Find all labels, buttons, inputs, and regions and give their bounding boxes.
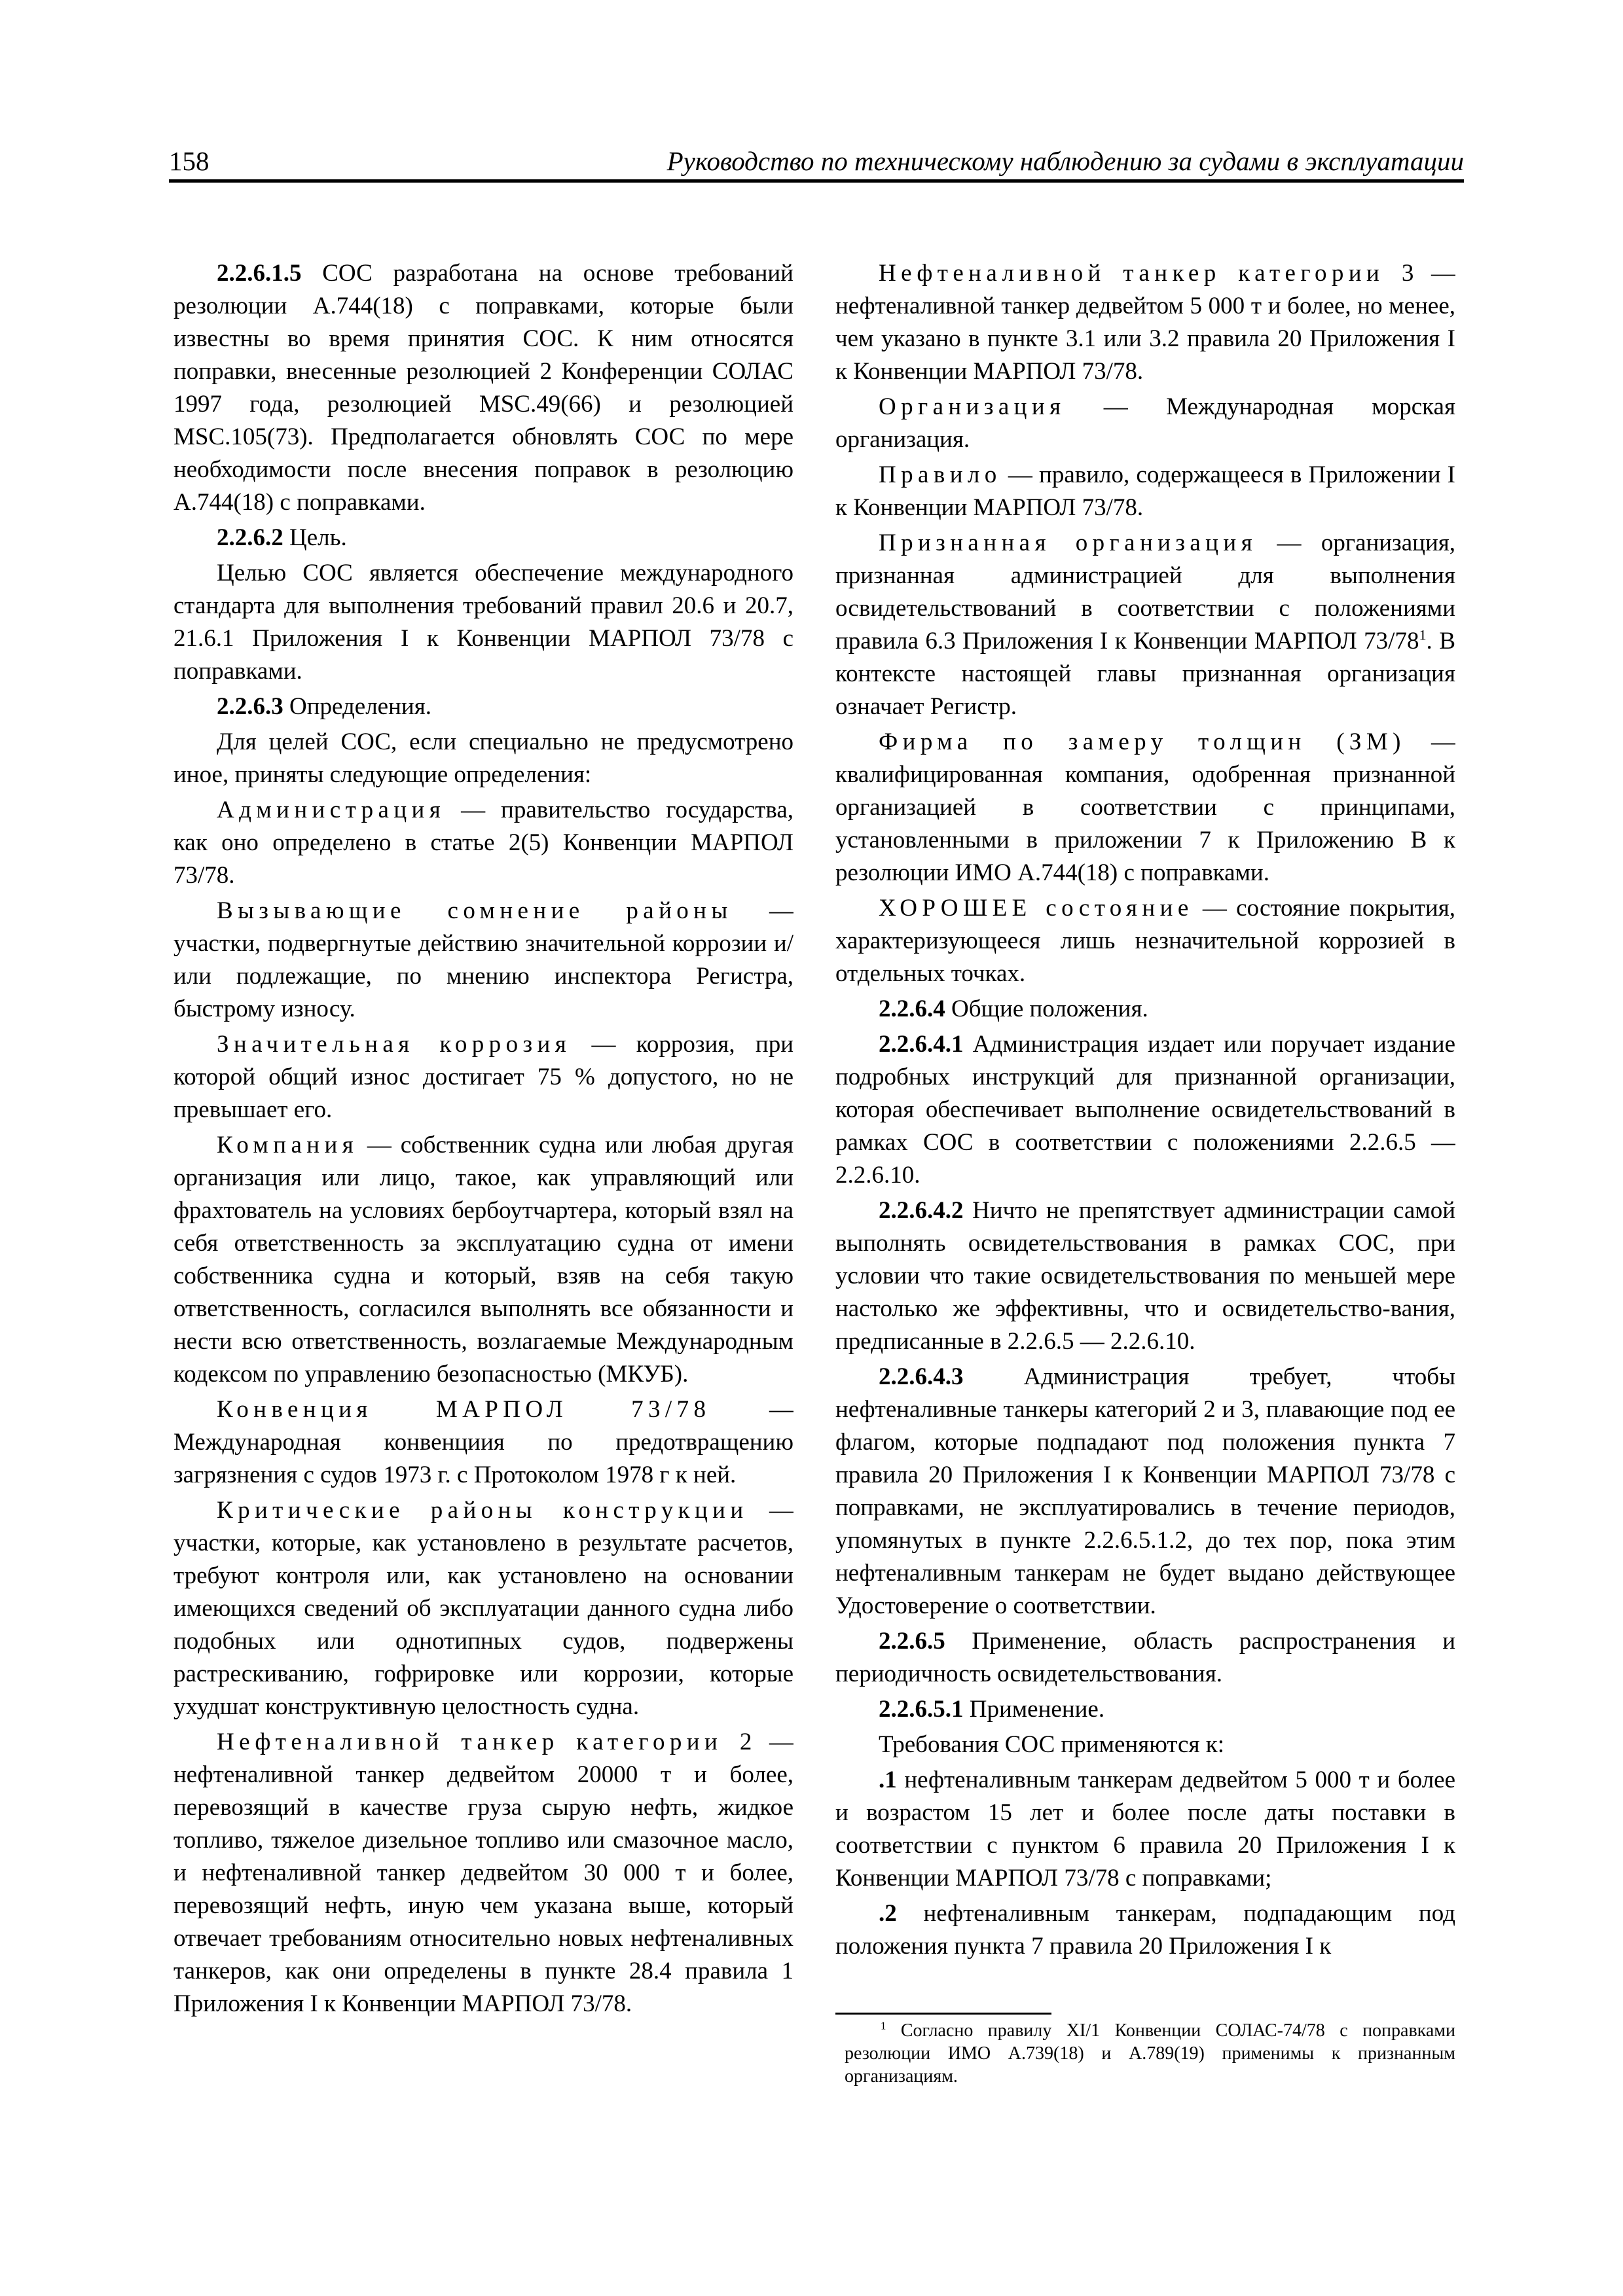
heading-text: Определения.	[283, 693, 431, 720]
definition-term: Администрация	[217, 797, 446, 823]
definition-term: Нефтеналивной танкер категории 2	[217, 1729, 757, 1755]
paragraph-definitions-intro	[173, 726, 793, 791]
section-number: 2.2.6.4	[879, 996, 945, 1022]
definition-text: — участки, которые, как установлено в результате расчетов, требуют контроля или, как установлено на основании имеющихся сведений об эксплуатации данного судна либо подобных или однотипных судов, подвержены растрескиванию, гофрировке или коррозии, которые ухудшат конструктивную целостность судна.	[173, 1497, 793, 1720]
paragraph-text: Целью СОС является обеспечение международного стандарта для выполнения требований правил 20.6 и 20.7, 21.6.1 Приложения I к Конвенции МАРПОЛ 73/78 с поправками.	[173, 560, 793, 685]
footnote-divider	[835, 2013, 1051, 2015]
list-number: .1	[879, 1767, 897, 1793]
definition-term: Организация	[879, 393, 1066, 420]
definition-administration	[173, 794, 793, 892]
list-text: нефтеналивным танкерам дедвейтом 5 000 т и более и возрастом 15 лет и более после даты поставки в соответствии с пунктом 6 правила 20 Приложения I к Конвенции МАРПОЛ 73/78 с поправками;	[835, 1767, 1455, 1892]
section-number: 2.2.6.3	[217, 693, 283, 720]
definition-thickness-firm	[835, 726, 1455, 889]
definition-text-continued: . В контексте настоящей главы признанная организация означает Регистр.	[835, 628, 1455, 720]
definition-term: ХОРОШЕЕ состояние	[879, 895, 1194, 922]
list-number: .2	[879, 1900, 897, 1927]
definition-text: — правило, содержащееся в Приложении I к Конвенции МАРПОЛ 73/78.	[835, 461, 1455, 521]
definition-substantial-corrosion	[173, 1028, 793, 1126]
left-column	[173, 257, 793, 2023]
heading-2-2-6-2	[173, 522, 793, 554]
section-number: 2.2.6.5	[879, 1628, 945, 1655]
section-number: 2.2.6.2	[217, 524, 283, 551]
definition-term: Признанная организация	[879, 529, 1258, 556]
list-item-2	[835, 1897, 1455, 1963]
paragraph-text: Требования СОС применяются к:	[879, 1731, 1224, 1758]
definition-term: Критические районы конструкции	[217, 1497, 748, 1524]
definition-text: — квалифицированная компания, одобренная признанной организацией в соответствии с принципами, установленными в приложении 7 к Приложению В к резолюции ИМО А.744(18) с поправками.	[835, 728, 1455, 886]
definition-recognized-organization	[835, 527, 1455, 723]
definition-organization	[835, 391, 1455, 456]
paragraph-text: Ничто не препятствует администрации самой выполнять освидетельствования в рамках СОС, при условии что такие освидетельствования по меньшей мере настолько же эффективны, что и освидетельство-вания, предписанные в 2.2.6.5 — 2.2.6.10.	[835, 1197, 1455, 1355]
paragraph-2-2-6-4-1	[835, 1028, 1455, 1192]
section-number: 2.2.6.5.1	[879, 1696, 964, 1723]
section-number: 2.2.6.4.3	[879, 1363, 964, 1390]
footnote-reference: 1	[1419, 626, 1427, 643]
paragraph-2-2-6-1-5	[173, 257, 793, 519]
heading-2-2-6-5	[835, 1625, 1455, 1691]
definition-text: — коррозия, при которой общий износ достигает 75 % допустого, но не превышает его.	[173, 1031, 793, 1123]
paragraph-text: СОС разработана на основе требований резолюции А.744(18) с поправками, которые были известны во время принятия СОС. К ним относятся поправки, внесенные резолюцией 2 Конференции СОЛАС 1997 года, резолюцией MSC.49(66) и резолюцией MSC.105(73). Предполагается обновлять СОС по мере необходимости после внесения поправок в резолюцию А.744(18) с поправками.	[173, 260, 793, 516]
definition-text: — правительство государства, как оно определено в статье 2(5) Конвенции МАРПОЛ 73/78.	[173, 797, 793, 889]
running-head: Руководство по техническому наблюдению за судами в эксплуатации	[666, 146, 1464, 176]
paragraph-2-2-6-4-2	[835, 1194, 1455, 1358]
heading-text: Цель.	[283, 524, 347, 551]
heading-2-2-6-3	[173, 691, 793, 723]
definition-text: — участки, подвергнутые действию значительной коррозии и/или подлежащие, по мнению инспектора Регистра, быстрому износу.	[173, 897, 793, 1022]
heading-text: Общие положения.	[945, 996, 1148, 1022]
definition-text: — Международная морская организация.	[835, 393, 1455, 453]
list-text: нефтеналивным танкерам, подпадающим под положения пункта 7 правила 20 Приложения I к	[835, 1900, 1455, 1960]
definition-text: — нефтеналивной танкер дедвейтом 5 000 т и более, но менее, чем указано в пункте 3.1 или 3.2 правила 20 Приложения I к Конвенции МАРПОЛ 73/78.	[835, 260, 1455, 385]
paragraph-purpose	[173, 557, 793, 688]
section-number: 2.2.6.1.5	[217, 260, 302, 287]
paragraph-text: Администрация требует, чтобы нефтеналивные танкеры категорий 2 и 3, плавающие под ее флагом, которые подпадают под положения пункта 7 правила 20 Приложения I к Конвенции МАРПОЛ 73/78 с поправками, не эксплуатировались в течение периодов, упомянутых в пункте 2.2.6.5.1.2, до тех пор, пока этим нефтеналивным танкерам не будет выдано действующее Удостоверение о соответствии.	[835, 1363, 1455, 1619]
definition-term: Нефтеналивной танкер категории 3	[879, 260, 1419, 287]
footnote-text: Согласно правилу XI/1 Конвенции СОЛАС-74/78 с поправками резолюции ИМО А.739(18) и А.789(19) применимы к признанным организациям.	[845, 2020, 1455, 2087]
definition-term: Фирма по замеру толщин (ЗМ)	[879, 728, 1406, 755]
definition-term: Конвенция МАРПОЛ 73/78	[217, 1396, 711, 1423]
definition-category-2-tanker	[173, 1726, 793, 2020]
definition-text: — нефтеналивной танкер дедвейтом 20000 т и более, перевозящий в качестве груза сырую нефть, жидкое топливо, тяжелое дизельное топливо или смазочное масло, и нефтеналивной танкер дедвейтом 30 000 т и более, перевозящий нефть, иную чем указана выше, который отвечает требованиям относительно новых нефтеналивных танкеров, как они определены в пункте 28.4 правила 1 Приложения I к Конвенции МАРПОЛ 73/78.	[173, 1729, 793, 2017]
footnote	[845, 2019, 1455, 2088]
definition-good-condition	[835, 892, 1455, 990]
heading-2-2-6-4	[835, 993, 1455, 1026]
paragraph-2-2-6-4-3	[835, 1361, 1455, 1623]
paragraph-text: Администрация издает или поручает издание подробных инструкций для признанной организации, которая обеспечивает выполнение освидетельствований в рамках СОС в соответствии с положениями 2.2.6.5 — 2.2.6.10.	[835, 1031, 1455, 1189]
list-item-1	[835, 1764, 1455, 1895]
definition-category-3-tanker	[835, 257, 1455, 388]
section-number: 2.2.6.4.1	[879, 1031, 964, 1058]
definition-term: Вызывающие сомнение районы	[217, 897, 733, 924]
definition-text: — собственник судна или любая другая организация или лицо, такое, как управляющий или фрахтователь на условиях бербоутчартера, который взял на себя ответственность за эксплуатацию судна от имени собственника судна и который, взяв на себя такую ответственность, согласился выполнять все обязанности и нести всю ответственность, возлагаемые Международным кодексом по управлению безопасностью (МКУБ).	[173, 1132, 793, 1388]
definition-company	[173, 1129, 793, 1391]
heading-text: Применение, область распространения и периодичность освидетельствования.	[835, 1628, 1455, 1687]
definition-suspect-areas	[173, 895, 793, 1026]
right-column	[835, 257, 1455, 1965]
heading-text: Применение.	[963, 1696, 1105, 1723]
page-number: 158	[169, 146, 210, 176]
definition-text: — Международная конвенциия по предотвращению загрязнения с судов 1973 г. с Протоколом 1978 г к ней.	[173, 1396, 793, 1488]
definition-critical-areas	[173, 1494, 793, 1723]
definition-term: Правило	[879, 461, 1002, 488]
section-number: 2.2.6.4.2	[879, 1197, 964, 1224]
paragraph-text: Для целей СОС, если специально не предусмотрено иное, приняты следующие определения:	[173, 728, 793, 788]
definition-term: Значительная коррозия	[217, 1031, 572, 1058]
definition-text: — организация, признанная администрацией для выполнения освидетельствований в соответствии с положениями правила 6.3 Приложения I к Конвенции МАРПОЛ 73/78	[835, 529, 1455, 655]
definition-term: Компания	[217, 1132, 359, 1158]
heading-2-2-6-5-1	[835, 1693, 1455, 1726]
paragraph-requirements-apply	[835, 1729, 1455, 1761]
definition-regulation	[835, 459, 1455, 524]
footnote-mark: 1	[881, 2019, 886, 2032]
definition-marpol	[173, 1393, 793, 1492]
definition-text: — состояние покрытия, характеризующееся лишь незначительной коррозией в отдельных точках.	[835, 895, 1455, 987]
page-header	[169, 145, 1464, 183]
